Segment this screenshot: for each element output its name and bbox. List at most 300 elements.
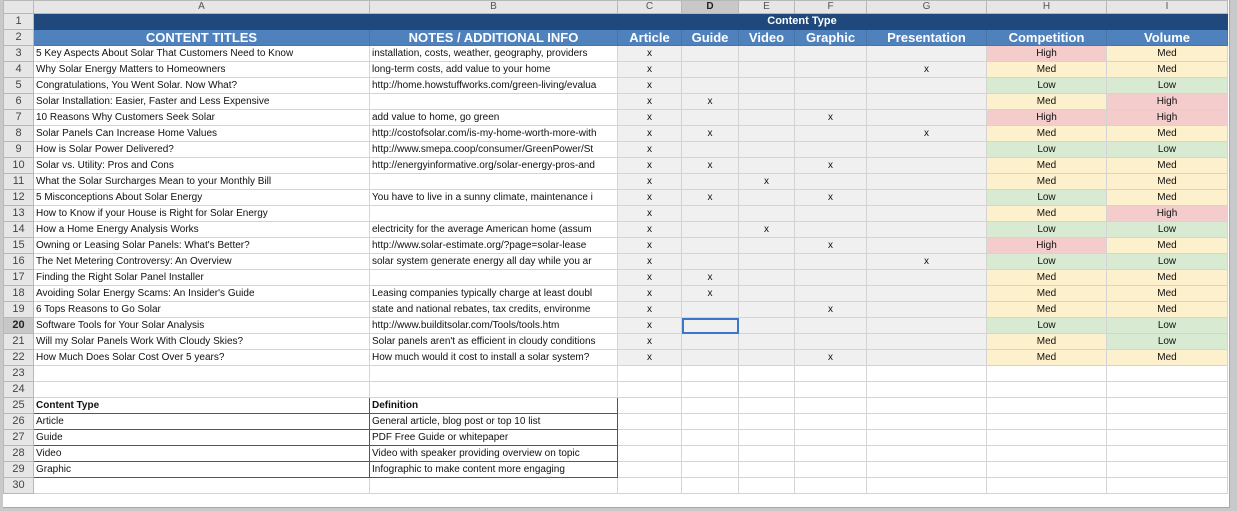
definition-text[interactable]: Infographic to make content more engaging: [370, 462, 618, 478]
video-cell[interactable]: [739, 142, 795, 158]
volume-cell[interactable]: Med: [1107, 238, 1228, 254]
cell[interactable]: [682, 414, 739, 430]
volume-cell[interactable]: Med: [1107, 62, 1228, 78]
cell[interactable]: [370, 366, 618, 382]
column-header-b[interactable]: B: [370, 1, 618, 14]
volume-cell[interactable]: Low: [1107, 334, 1228, 350]
presentation-cell[interactable]: [867, 190, 987, 206]
row-header[interactable]: 28: [4, 446, 34, 462]
definitions-header-definition[interactable]: Definition: [370, 398, 618, 414]
guide-cell[interactable]: [682, 206, 739, 222]
cell[interactable]: [618, 478, 682, 494]
notes-cell[interactable]: http://costofsolar.com/is-my-home-worth-more-with: [370, 126, 618, 142]
guide-cell[interactable]: x: [682, 190, 739, 206]
guide-cell[interactable]: x: [682, 94, 739, 110]
guide-cell[interactable]: [682, 46, 739, 62]
cell[interactable]: [867, 478, 987, 494]
cell[interactable]: [795, 382, 867, 398]
presentation-cell[interactable]: [867, 318, 987, 334]
article-cell[interactable]: x: [618, 238, 682, 254]
row-header[interactable]: 30: [4, 478, 34, 494]
cell[interactable]: [739, 430, 795, 446]
notes-cell[interactable]: http://www.builditsolar.com/Tools/tools.htm: [370, 318, 618, 334]
volume-cell[interactable]: Med: [1107, 158, 1228, 174]
cell[interactable]: [682, 446, 739, 462]
definition-text[interactable]: General article, blog post or top 10 list: [370, 414, 618, 430]
column-header-e[interactable]: E: [739, 1, 795, 14]
article-cell[interactable]: x: [618, 126, 682, 142]
row-header[interactable]: 26: [4, 414, 34, 430]
cell[interactable]: [795, 398, 867, 414]
row-header[interactable]: 27: [4, 430, 34, 446]
graphic-cell[interactable]: [795, 222, 867, 238]
content-title-cell[interactable]: Congratulations, You Went Solar. Now What?: [34, 78, 370, 94]
volume-cell[interactable]: Med: [1107, 286, 1228, 302]
content-title-cell[interactable]: Why Solar Energy Matters to Homeowners: [34, 62, 370, 78]
video-cell[interactable]: [739, 126, 795, 142]
definition-type[interactable]: Graphic: [34, 462, 370, 478]
competition-cell[interactable]: Med: [987, 206, 1107, 222]
cell[interactable]: [987, 446, 1107, 462]
presentation-cell[interactable]: [867, 46, 987, 62]
cell[interactable]: [682, 366, 739, 382]
volume-cell[interactable]: High: [1107, 206, 1228, 222]
cell[interactable]: [867, 446, 987, 462]
content-title-cell[interactable]: What the Solar Surcharges Mean to your Monthly Bill: [34, 174, 370, 190]
guide-cell[interactable]: [682, 238, 739, 254]
guide-cell[interactable]: [682, 350, 739, 366]
volume-cell[interactable]: Low: [1107, 318, 1228, 334]
cell[interactable]: [618, 462, 682, 478]
guide-cell[interactable]: [682, 174, 739, 190]
row-header[interactable]: 29: [4, 462, 34, 478]
cell[interactable]: [795, 414, 867, 430]
presentation-cell[interactable]: [867, 206, 987, 222]
notes-cell[interactable]: http://www.solar-estimate.org/?page=solar-lease: [370, 238, 618, 254]
presentation-cell[interactable]: [867, 350, 987, 366]
cell[interactable]: [795, 462, 867, 478]
header-article[interactable]: Article: [618, 30, 682, 46]
notes-cell[interactable]: [370, 206, 618, 222]
cell[interactable]: [34, 366, 370, 382]
article-cell[interactable]: x: [618, 254, 682, 270]
graphic-cell[interactable]: x: [795, 110, 867, 126]
notes-cell[interactable]: state and national rebates, tax credits, environme: [370, 302, 618, 318]
competition-cell[interactable]: Med: [987, 174, 1107, 190]
cell[interactable]: [618, 366, 682, 382]
competition-cell[interactable]: Med: [987, 286, 1107, 302]
row-header[interactable]: 19: [4, 302, 34, 318]
guide-cell[interactable]: [682, 62, 739, 78]
guide-cell[interactable]: x: [682, 286, 739, 302]
content-title-cell[interactable]: Solar Panels Can Increase Home Values: [34, 126, 370, 142]
notes-cell[interactable]: [370, 174, 618, 190]
row-header[interactable]: 13: [4, 206, 34, 222]
cell[interactable]: [370, 478, 618, 494]
graphic-cell[interactable]: [795, 318, 867, 334]
volume-cell[interactable]: Low: [1107, 254, 1228, 270]
cell[interactable]: [987, 462, 1107, 478]
cell[interactable]: [795, 430, 867, 446]
notes-cell[interactable]: How much would it cost to install a solar system?: [370, 350, 618, 366]
video-cell[interactable]: [739, 206, 795, 222]
volume-cell[interactable]: Med: [1107, 126, 1228, 142]
article-cell[interactable]: x: [618, 158, 682, 174]
volume-cell[interactable]: Med: [1107, 350, 1228, 366]
content-title-cell[interactable]: Owning or Leasing Solar Panels: What's Better?: [34, 238, 370, 254]
cell[interactable]: [1107, 446, 1228, 462]
cell[interactable]: [987, 398, 1107, 414]
content-title-cell[interactable]: 10 Reasons Why Customers Seek Solar: [34, 110, 370, 126]
graphic-cell[interactable]: [795, 46, 867, 62]
cell[interactable]: [867, 366, 987, 382]
cell[interactable]: [987, 430, 1107, 446]
guide-cell[interactable]: x: [682, 126, 739, 142]
presentation-cell[interactable]: [867, 110, 987, 126]
graphic-cell[interactable]: [795, 142, 867, 158]
notes-cell[interactable]: solar system generate energy all day while you ar: [370, 254, 618, 270]
content-title-cell[interactable]: 5 Misconceptions About Solar Energy: [34, 190, 370, 206]
notes-cell[interactable]: You have to live in a sunny climate, maintenance i: [370, 190, 618, 206]
video-cell[interactable]: [739, 302, 795, 318]
guide-cell[interactable]: [682, 110, 739, 126]
video-cell[interactable]: [739, 46, 795, 62]
cell[interactable]: [1107, 430, 1228, 446]
row-header[interactable]: 20: [4, 318, 34, 334]
graphic-cell[interactable]: x: [795, 190, 867, 206]
volume-cell[interactable]: Low: [1107, 142, 1228, 158]
presentation-cell[interactable]: [867, 222, 987, 238]
article-cell[interactable]: x: [618, 318, 682, 334]
row-header[interactable]: 12: [4, 190, 34, 206]
article-cell[interactable]: x: [618, 62, 682, 78]
content-type-banner[interactable]: Content Type: [618, 14, 987, 30]
cell[interactable]: [739, 366, 795, 382]
cell[interactable]: [867, 398, 987, 414]
cell[interactable]: [618, 430, 682, 446]
definition-type[interactable]: Article: [34, 414, 370, 430]
article-cell[interactable]: x: [618, 302, 682, 318]
graphic-cell[interactable]: [795, 94, 867, 110]
article-cell[interactable]: x: [618, 46, 682, 62]
content-title-cell[interactable]: How is Solar Power Delivered?: [34, 142, 370, 158]
row-header[interactable]: 25: [4, 398, 34, 414]
header-notes[interactable]: NOTES / ADDITIONAL INFO: [370, 30, 618, 46]
presentation-cell[interactable]: [867, 238, 987, 254]
cell[interactable]: [34, 14, 370, 30]
guide-cell[interactable]: [682, 142, 739, 158]
volume-cell[interactable]: High: [1107, 94, 1228, 110]
row-header[interactable]: 3: [4, 46, 34, 62]
competition-cell[interactable]: Low: [987, 78, 1107, 94]
row-header[interactable]: 11: [4, 174, 34, 190]
cell[interactable]: [739, 478, 795, 494]
definition-type[interactable]: Video: [34, 446, 370, 462]
cell[interactable]: [618, 446, 682, 462]
guide-cell[interactable]: [682, 302, 739, 318]
video-cell[interactable]: x: [739, 174, 795, 190]
cell[interactable]: [739, 398, 795, 414]
cell[interactable]: [795, 478, 867, 494]
row-header[interactable]: 17: [4, 270, 34, 286]
competition-cell[interactable]: Low: [987, 142, 1107, 158]
cell[interactable]: [1107, 478, 1228, 494]
video-cell[interactable]: [739, 158, 795, 174]
cell[interactable]: [682, 430, 739, 446]
presentation-cell[interactable]: [867, 78, 987, 94]
notes-cell[interactable]: http://www.smepa.coop/consumer/GreenPower/St: [370, 142, 618, 158]
column-header-a[interactable]: A: [34, 1, 370, 14]
cell[interactable]: [987, 382, 1107, 398]
cell[interactable]: [1107, 14, 1228, 30]
graphic-cell[interactable]: x: [795, 238, 867, 254]
row-header[interactable]: 14: [4, 222, 34, 238]
column-header-d[interactable]: D: [682, 1, 739, 14]
content-title-cell[interactable]: How a Home Energy Analysis Works: [34, 222, 370, 238]
graphic-cell[interactable]: x: [795, 302, 867, 318]
volume-cell[interactable]: Low: [1107, 222, 1228, 238]
video-cell[interactable]: [739, 94, 795, 110]
graphic-cell[interactable]: [795, 174, 867, 190]
volume-cell[interactable]: Med: [1107, 302, 1228, 318]
cell[interactable]: [795, 446, 867, 462]
notes-cell[interactable]: Leasing companies typically charge at least doubl: [370, 286, 618, 302]
header-volume[interactable]: Volume: [1107, 30, 1228, 46]
content-title-cell[interactable]: Software Tools for Your Solar Analysis: [34, 318, 370, 334]
competition-cell[interactable]: High: [987, 46, 1107, 62]
cell[interactable]: [682, 478, 739, 494]
row-header[interactable]: 9: [4, 142, 34, 158]
cell[interactable]: [682, 382, 739, 398]
column-header-f[interactable]: F: [795, 1, 867, 14]
row-header[interactable]: 5: [4, 78, 34, 94]
cell[interactable]: [739, 414, 795, 430]
presentation-cell[interactable]: x: [867, 62, 987, 78]
competition-cell[interactable]: Med: [987, 350, 1107, 366]
graphic-cell[interactable]: [795, 334, 867, 350]
notes-cell[interactable]: Solar panels aren't as efficient in cloudy conditions: [370, 334, 618, 350]
cell[interactable]: [867, 462, 987, 478]
competition-cell[interactable]: Low: [987, 318, 1107, 334]
article-cell[interactable]: x: [618, 110, 682, 126]
competition-cell[interactable]: High: [987, 110, 1107, 126]
cell[interactable]: [1107, 414, 1228, 430]
volume-cell[interactable]: Med: [1107, 46, 1228, 62]
cell[interactable]: [739, 446, 795, 462]
notes-cell[interactable]: [370, 270, 618, 286]
row-header[interactable]: 1: [4, 14, 34, 30]
cell[interactable]: [739, 382, 795, 398]
content-title-cell[interactable]: How Much Does Solar Cost Over 5 years?: [34, 350, 370, 366]
select-all-corner[interactable]: [4, 1, 34, 14]
cell[interactable]: [682, 398, 739, 414]
video-cell[interactable]: [739, 110, 795, 126]
competition-cell[interactable]: Med: [987, 334, 1107, 350]
cell[interactable]: [618, 414, 682, 430]
presentation-cell[interactable]: [867, 270, 987, 286]
content-title-cell[interactable]: Solar Installation: Easier, Faster and Less Expensive: [34, 94, 370, 110]
competition-cell[interactable]: Med: [987, 302, 1107, 318]
graphic-cell[interactable]: [795, 206, 867, 222]
presentation-cell[interactable]: [867, 142, 987, 158]
cell[interactable]: [987, 14, 1107, 30]
notes-cell[interactable]: [370, 94, 618, 110]
presentation-cell[interactable]: [867, 158, 987, 174]
header-guide[interactable]: Guide: [682, 30, 739, 46]
presentation-cell[interactable]: [867, 302, 987, 318]
graphic-cell[interactable]: [795, 286, 867, 302]
row-header[interactable]: 23: [4, 366, 34, 382]
graphic-cell[interactable]: [795, 62, 867, 78]
cell[interactable]: [795, 366, 867, 382]
row-header[interactable]: 6: [4, 94, 34, 110]
presentation-cell[interactable]: [867, 334, 987, 350]
content-title-cell[interactable]: Avoiding Solar Energy Scams: An Insider's Guide: [34, 286, 370, 302]
graphic-cell[interactable]: [795, 78, 867, 94]
notes-cell[interactable]: installation, costs, weather, geography, providers: [370, 46, 618, 62]
video-cell[interactable]: [739, 254, 795, 270]
competition-cell[interactable]: Low: [987, 190, 1107, 206]
cell[interactable]: [618, 382, 682, 398]
header-video[interactable]: Video: [739, 30, 795, 46]
graphic-cell[interactable]: [795, 270, 867, 286]
header-graphic[interactable]: Graphic: [795, 30, 867, 46]
cell[interactable]: [867, 414, 987, 430]
row-header[interactable]: 18: [4, 286, 34, 302]
row-header[interactable]: 16: [4, 254, 34, 270]
guide-cell[interactable]: [682, 78, 739, 94]
header-content-titles[interactable]: CONTENT TITLES: [34, 30, 370, 46]
video-cell[interactable]: [739, 318, 795, 334]
presentation-cell[interactable]: x: [867, 126, 987, 142]
cell[interactable]: [1107, 398, 1228, 414]
cell[interactable]: [1107, 382, 1228, 398]
row-header[interactable]: 4: [4, 62, 34, 78]
header-competition[interactable]: Competition: [987, 30, 1107, 46]
row-header[interactable]: 24: [4, 382, 34, 398]
presentation-cell[interactable]: [867, 286, 987, 302]
article-cell[interactable]: x: [618, 174, 682, 190]
graphic-cell[interactable]: x: [795, 158, 867, 174]
row-header[interactable]: 7: [4, 110, 34, 126]
notes-cell[interactable]: add value to home, go green: [370, 110, 618, 126]
cell[interactable]: [682, 462, 739, 478]
graphic-cell[interactable]: [795, 126, 867, 142]
notes-cell[interactable]: http://energyinformative.org/solar-energy-pros-and: [370, 158, 618, 174]
presentation-cell[interactable]: x: [867, 254, 987, 270]
cell[interactable]: [370, 14, 618, 30]
article-cell[interactable]: x: [618, 350, 682, 366]
video-cell[interactable]: x: [739, 222, 795, 238]
article-cell[interactable]: x: [618, 78, 682, 94]
article-cell[interactable]: x: [618, 270, 682, 286]
content-title-cell[interactable]: Finding the Right Solar Panel Installer: [34, 270, 370, 286]
column-header-h[interactable]: H: [987, 1, 1107, 14]
article-cell[interactable]: x: [618, 334, 682, 350]
column-header-g[interactable]: G: [867, 1, 987, 14]
cell[interactable]: [34, 478, 370, 494]
notes-cell[interactable]: electricity for the average American home (assum: [370, 222, 618, 238]
definition-type[interactable]: Guide: [34, 430, 370, 446]
cell[interactable]: [867, 382, 987, 398]
cell[interactable]: [1107, 462, 1228, 478]
volume-cell[interactable]: High: [1107, 110, 1228, 126]
guide-cell[interactable]: [682, 254, 739, 270]
cell[interactable]: [739, 462, 795, 478]
cell[interactable]: [618, 398, 682, 414]
cell[interactable]: [370, 382, 618, 398]
row-header[interactable]: 15: [4, 238, 34, 254]
content-title-cell[interactable]: How to Know if your House is Right for Solar Energy: [34, 206, 370, 222]
video-cell[interactable]: [739, 190, 795, 206]
column-header-c[interactable]: C: [618, 1, 682, 14]
content-title-cell[interactable]: Solar vs. Utility: Pros and Cons: [34, 158, 370, 174]
cell[interactable]: [867, 430, 987, 446]
row-header[interactable]: 10: [4, 158, 34, 174]
video-cell[interactable]: [739, 286, 795, 302]
article-cell[interactable]: x: [618, 206, 682, 222]
graphic-cell[interactable]: [795, 254, 867, 270]
competition-cell[interactable]: Low: [987, 254, 1107, 270]
competition-cell[interactable]: Med: [987, 94, 1107, 110]
competition-cell[interactable]: Low: [987, 222, 1107, 238]
content-title-cell[interactable]: Will my Solar Panels Work With Cloudy Skies?: [34, 334, 370, 350]
column-header-i[interactable]: I: [1107, 1, 1228, 14]
guide-cell[interactable]: x: [682, 158, 739, 174]
video-cell[interactable]: [739, 238, 795, 254]
guide-cell[interactable]: [682, 222, 739, 238]
content-title-cell[interactable]: 6 Tops Reasons to Go Solar: [34, 302, 370, 318]
cell[interactable]: [1107, 366, 1228, 382]
article-cell[interactable]: x: [618, 222, 682, 238]
cell[interactable]: [987, 414, 1107, 430]
volume-cell[interactable]: Low: [1107, 78, 1228, 94]
competition-cell[interactable]: High: [987, 238, 1107, 254]
cell[interactable]: [987, 366, 1107, 382]
definitions-header-type[interactable]: Content Type: [34, 398, 370, 414]
presentation-cell[interactable]: [867, 94, 987, 110]
competition-cell[interactable]: Med: [987, 158, 1107, 174]
article-cell[interactable]: x: [618, 286, 682, 302]
notes-cell[interactable]: long-term costs, add value to your home: [370, 62, 618, 78]
competition-cell[interactable]: Med: [987, 270, 1107, 286]
guide-cell[interactable]: [682, 318, 739, 334]
video-cell[interactable]: [739, 62, 795, 78]
cell[interactable]: [987, 478, 1107, 494]
volume-cell[interactable]: Med: [1107, 190, 1228, 206]
competition-cell[interactable]: Med: [987, 126, 1107, 142]
video-cell[interactable]: [739, 334, 795, 350]
video-cell[interactable]: [739, 270, 795, 286]
guide-cell[interactable]: [682, 334, 739, 350]
row-header[interactable]: 22: [4, 350, 34, 366]
competition-cell[interactable]: Med: [987, 62, 1107, 78]
cell[interactable]: [34, 382, 370, 398]
notes-cell[interactable]: http://home.howstuffworks.com/green-living/evalua: [370, 78, 618, 94]
volume-cell[interactable]: Med: [1107, 174, 1228, 190]
definition-text[interactable]: PDF Free Guide or whitepaper: [370, 430, 618, 446]
row-header[interactable]: 21: [4, 334, 34, 350]
article-cell[interactable]: x: [618, 94, 682, 110]
graphic-cell[interactable]: x: [795, 350, 867, 366]
video-cell[interactable]: [739, 350, 795, 366]
row-header[interactable]: 2: [4, 30, 34, 46]
content-title-cell[interactable]: The Net Metering Controversy: An Overview: [34, 254, 370, 270]
presentation-cell[interactable]: [867, 174, 987, 190]
guide-cell[interactable]: x: [682, 270, 739, 286]
row-header[interactable]: 8: [4, 126, 34, 142]
header-presentation[interactable]: Presentation: [867, 30, 987, 46]
